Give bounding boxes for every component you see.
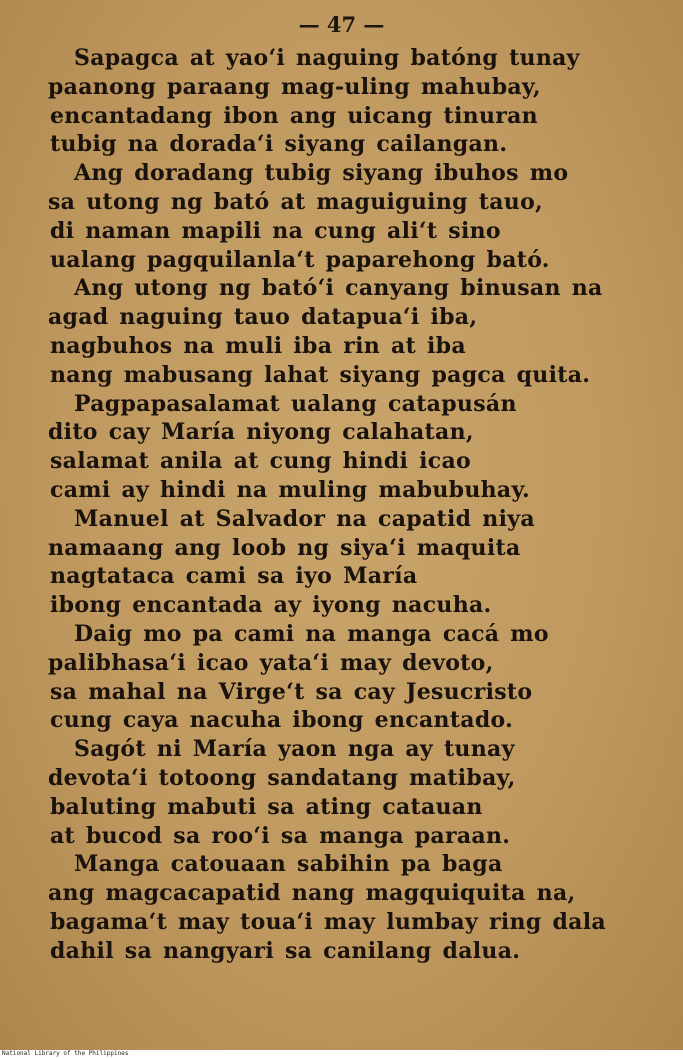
verse-line: nang mabusang lahat siyang pagca quita.: [50, 361, 591, 388]
verse-line: tubig na dorada‘i siyang cailangan.: [50, 131, 508, 158]
stanza: [0, 44, 683, 159]
verse-line: Sagót ni María yaon nga ay tunay: [74, 736, 515, 763]
verse-line: devota‘i totoong sandatang matibay,: [48, 764, 516, 791]
verse-body: [0, 44, 683, 966]
verse-line: cung caya nacuha ibong encantado.: [50, 707, 514, 734]
verse-line: ualang pagquilanla‘t paparehong bató.: [50, 246, 550, 273]
verse-line: bagama‘t may toua‘i may lumbay ring dala: [50, 908, 606, 935]
verse-line: cami ay hindi na muling mabubuhay.: [50, 476, 530, 503]
verse-line: namaang ang loob ng siya‘i maquita: [48, 534, 521, 561]
verse-line: baluting mabuti sa ating catauan: [50, 793, 483, 820]
verse-line: Sapagca at yao‘i naguing batóng tunay: [74, 45, 580, 71]
stanza: [0, 159, 683, 274]
verse-line: nagbuhos na muli iba rin at iba: [50, 332, 466, 359]
verse-line: ang magcacapatid nang magquiquita na,: [48, 880, 576, 907]
verse-line: agad naguing tauo datapua‘i iba,: [48, 304, 478, 331]
stanza: [0, 505, 683, 620]
verse-line: nagtataca cami sa iyo María: [50, 563, 418, 590]
page-number: — 47 —: [298, 12, 385, 37]
verse-line: di naman mapili na cung ali‘t sino: [50, 217, 501, 244]
verse-line: dito cay María niyong calahatan,: [48, 419, 474, 446]
verse-line: dahil sa nangyari sa canilang dalua.: [50, 937, 521, 964]
verse-line: Manuel at Salvador na capatid niya: [74, 505, 535, 532]
verse-line: Daig mo pa cami na manga cacá mo: [74, 620, 549, 647]
footer-credit: National Library of the Philippines: [2, 1050, 129, 1057]
verse-line: palibhasa‘i icao yata‘i may devoto,: [48, 649, 494, 676]
stanza: [0, 274, 683, 389]
verse-line: ibong encantada ay iyong nacuha.: [50, 592, 492, 619]
verse-line: salamat anila at cung hindi icao: [50, 448, 472, 475]
verse-line: Ang utong ng bató‘i canyang binusan na: [74, 275, 603, 302]
verse-line: Pagpapasalamat ualang catapusán: [74, 390, 517, 417]
verse-line: paanong paraang mag-uling mahubay,: [48, 73, 541, 100]
verse-line: sa utong ng bató at maguiguing tauo,: [48, 188, 543, 215]
verse-line: at bucod sa roo‘i sa manga paraan.: [50, 822, 511, 849]
verse-line: Ang doradang tubig siyang ibuhos mo: [74, 160, 569, 187]
stanza: [0, 735, 683, 850]
stanza: [0, 850, 683, 965]
stanza: [0, 620, 683, 735]
verse-line: sa mahal na Virge‘t sa cay Jesucristo: [50, 678, 533, 705]
stanza: [0, 390, 683, 505]
verse-line: Manga catouaan sabihin pa baga: [74, 851, 503, 878]
verse-line: encantadang ibon ang uicang tinuran: [50, 102, 538, 129]
